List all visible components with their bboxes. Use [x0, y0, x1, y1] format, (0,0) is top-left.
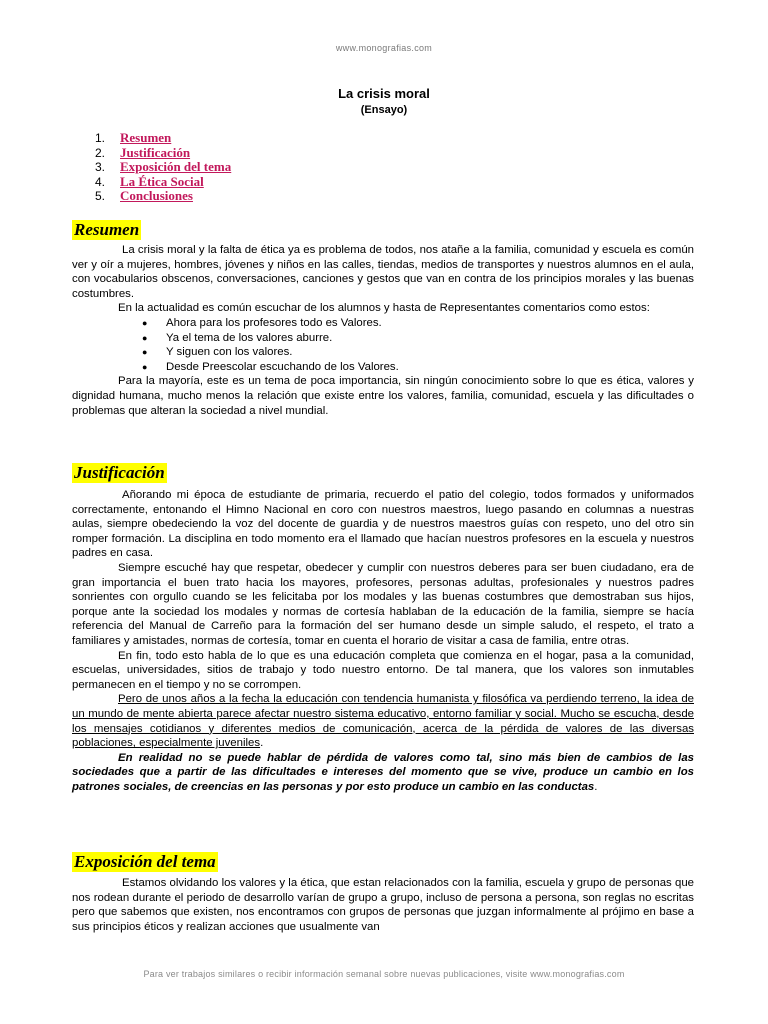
document-title: La crisis moral	[338, 86, 430, 101]
toc-link-resumen[interactable]: Resumen	[120, 130, 172, 145]
list-item	[72, 345, 694, 360]
justificacion-paragraph-3: En fin, todo esto habla de lo que es una educación completa que comienza en el hogar, pasa a la comunidad, escuelas, universidades, sitios de trabajo y todo nuestro entorno. De tal manera, que los valores son inmutables permanecen en el tiempo y no se corrompen.	[72, 649, 694, 691]
justificacion-paragraph-2: Siempre escuché hay que respetar, obedecer y cumplir con nuestros deberes para ser buen ciudadano, era de gran importancia el buen trato hacia los mayores, profesores, personas adultas, profesionales y nuestros padres sonrientes con orgullo cuando se les felicitaba por los modales y las buenas costumbres que demostraban sus hijos, porque ante la sociedad los modales y normas de cortesía hablaban de la educación de la familia, siempre se hacía referencia del Manual de Carreño para la formación del ser humano desde un simple saludo, el respeto, el trato a familiares y amistades, normas de cortesía, tomar en cuenta el horario de visitar a casa de familia, entre otras.	[72, 561, 694, 647]
toc-item	[95, 189, 231, 204]
toc-number: 5.	[95, 189, 106, 204]
bullet-icon: ●	[142, 361, 148, 372]
bullet-icon: ●	[142, 317, 148, 328]
toc-link-conclusiones[interactable]: Conclusiones	[120, 188, 193, 204]
bold-italic-text: En realidad no se puede hablar de pérdida de valores como tal, sino más bien de cambios de las sociedades que a partir de las dificultades e intereses del momento que se vive, produce un cambio en los patrones sociales, de creencias en las personas y por esto produce un cambio en las conductas	[72, 751, 694, 793]
toc-number: 1.	[95, 131, 106, 145]
section-resumen	[72, 243, 694, 418]
bullet-text: Desde Preescolar escuchando de los Valores.	[166, 360, 399, 373]
bullet-text: Y siguen con los valores.	[166, 346, 293, 359]
list-item	[72, 360, 694, 375]
exposicion-paragraph-1: Estamos olvidando los valores y la ética, que estan relacionados con la familia, escuela y grupo de personas que nos rodean durante el periodo de desarrollo varían de grupo a grupo, incluso de persona a persona, son reglas no escritas pero que sabemos que existen, nos encontramos con grupos de personas que juzgan informalmente al prójimo en base a sus principios éticos y realizan acciones que usualmente van	[72, 877, 694, 933]
document-subtitle: (Ensayo)	[360, 104, 408, 116]
list-item	[72, 331, 694, 346]
justificacion-paragraph-4	[72, 692, 694, 750]
section-heading-justificacion: Justificación	[74, 463, 165, 482]
page-footer: Para ver trabajos similares o recibir información semanal sobre nuevas publicaciones, visite www.monografias.com	[143, 969, 625, 979]
list-item	[72, 316, 694, 331]
table-of-contents	[95, 131, 231, 204]
toc-item	[95, 146, 231, 161]
period: .	[594, 780, 598, 793]
bullet-icon: ●	[142, 347, 148, 358]
toc-item	[95, 175, 231, 190]
underlined-text: Pero de unos años a la fecha la educación con tendencia humanista y filosófica va perdiendo terreno, la idea de un mundo de mente abierta parece afectar nuestro sistema educativo, entorno familiar y social. Mucho se escucha, desde los mensajes cotidianos y diferentes medios de comunicación, acerca de la pérdida de valores de las diversas poblaciones, especialmente juveniles	[72, 693, 694, 750]
toc-item	[95, 160, 231, 175]
period: .	[260, 737, 264, 750]
toc-link-etica-social[interactable]: La Ética Social	[120, 173, 204, 189]
resumen-paragraph-2: En la actualidad es común escuchar de los alumnos y hasta de Representantes comentarios como estos:	[118, 302, 650, 315]
section-heading-exposicion: Exposición del tema	[74, 852, 216, 871]
toc-link-exposicion[interactable]: Exposición del tema	[120, 159, 232, 175]
section-heading-resumen: Resumen	[74, 220, 140, 239]
toc-item	[95, 131, 231, 146]
resumen-bullet-list	[72, 316, 694, 374]
site-header: www.monografias.com	[335, 43, 433, 53]
section-justificacion	[72, 488, 694, 794]
section-exposicion	[72, 876, 694, 934]
toc-number: 3.	[95, 160, 106, 175]
toc-number: 4.	[95, 174, 106, 189]
resumen-paragraph-1: La crisis moral y la falta de ética ya es problema de todos, nos atañe a la familia, comunidad y escuela es común ver y oír a mujeres, hombres, jóvenes y niños en las calles, tiendas, medios de transportes y nuestros alumnos en el aula, con vocabularios obscenos, conversaciones, canciones y gestos que van en contra de los principios morales y las buenas costumbres.	[72, 244, 694, 300]
bullet-text: Ahora para los profesores todo es Valores.	[166, 316, 382, 329]
justificacion-paragraph-5	[72, 751, 694, 795]
toc-link-justificacion[interactable]: Justificación	[120, 144, 191, 160]
toc-number: 2.	[95, 145, 106, 160]
resumen-paragraph-3: Para la mayoría, este es un tema de poca importancia, sin ningún conocimiento sobre lo que es ética, valores y dignidad humana, mucho menos la relación que existe entre los valores, familia, comunidad, escuela y las dificultades o problemas que alteran la sociedad a nivel mundial.	[72, 375, 694, 417]
justificacion-paragraph-1: Añorando mi época de estudiante de primaria, recuerdo el patio del colegio, todos formados y uniformados correctamente, entonando el Himno Nacional en coro con nuestros maestros, luego pasando en columnas a nuestras aulas, siempre obedeciendo la voz del docente de guardia y de nuestros maestros guías con respeto, uno del otro sin romper formación. La disciplina en todo momento era el llamado que hacían nuestros profesores en la escuela y nuestros padres en casa.	[72, 489, 694, 560]
bullet-icon: ●	[142, 332, 148, 343]
bullet-text: Ya el tema de los valores aburre.	[166, 331, 333, 344]
